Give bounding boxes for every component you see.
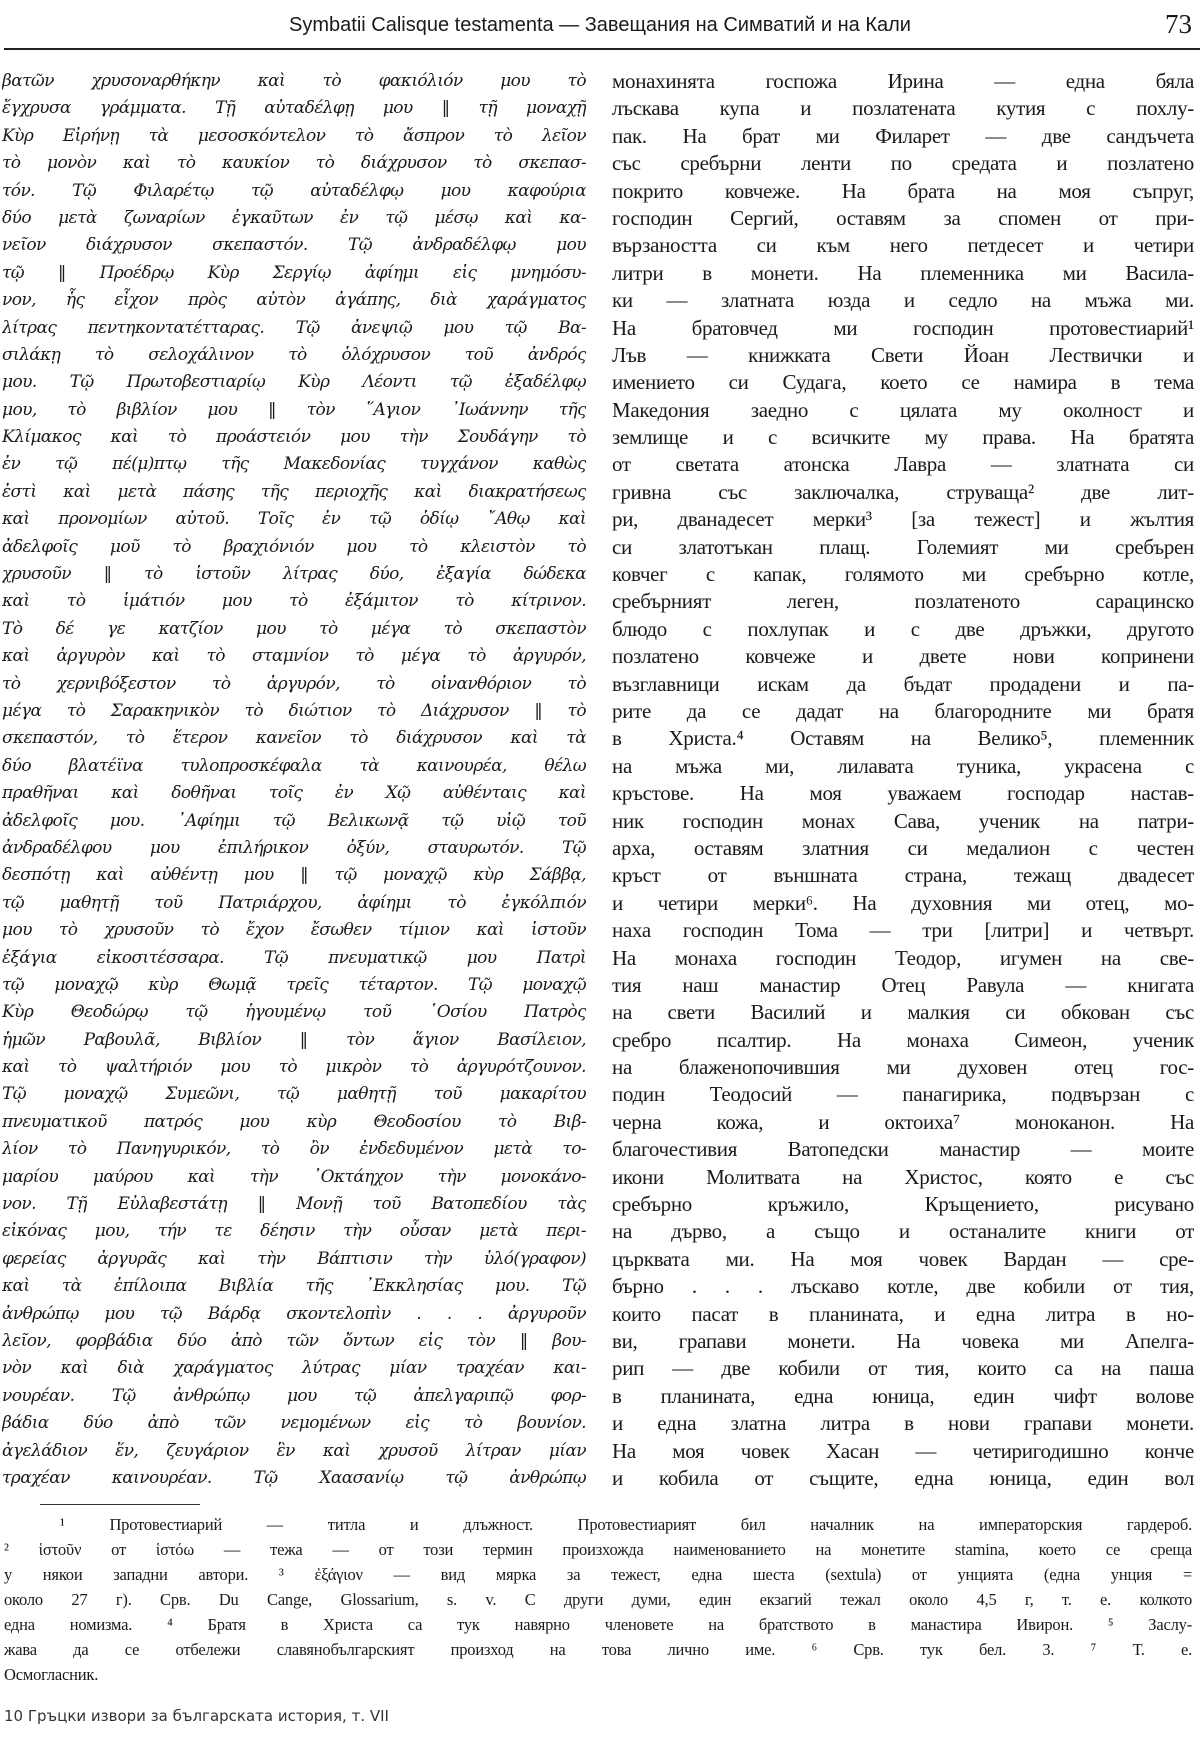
greek-text-line: δύο μετὰ ζωναρίων ἐγκαῦτων ἐν τῷ μέσῳ καὶ κα- [2, 207, 586, 228]
bulgarian-text-line: ки — златната юзда и седло на мъжа ми. [612, 288, 1194, 313]
bulgarian-text-line: ри, дванадесет мерки³ [за тежест] и жълтия [612, 507, 1194, 532]
greek-text-line: νον. Τῇ Εὐλαβεστάτῃ ‖ Μονῇ τοῦ Βατοπεδίου τὰς [2, 1194, 586, 1215]
bulgarian-text-line: кръстове. На моя уважаем господар настав- [612, 781, 1194, 806]
bulgarian-text-line: Македония заедно с цялата му околност и [612, 397, 1194, 422]
bulgarian-text-line: рите да се дадат на благородните ми братя [612, 698, 1194, 723]
greek-text-line: τραχέαν καινουρέαν. Τῷ Χαασανίῳ τῷ ἀνθρώπῳ [2, 1467, 586, 1488]
bulgarian-text-line: землище и с всичките му права. На братята [612, 425, 1194, 450]
greek-text-line: ἐξάγια εἰκοσιτέσσαρα. Τῷ πνευματικῷ μου Πατρὶ [2, 947, 586, 968]
greek-text-line: νουρέαν. Τῷ ἀνθρώπῳ μου τῷ ἀπελγαριπῷ φορ- [2, 1385, 586, 1406]
bulgarian-text-line: арха, оставям златния си медалион с честен [612, 835, 1194, 860]
footnote-line: една номизма. ⁴ Братя в Христа са тук навярно членовете на братството в манастира Ивирон. ⁵ Заслу- [4, 1615, 1192, 1634]
bulgarian-text-line: и една златна литра в нови грапави монети. [612, 1411, 1194, 1436]
greek-text-line: νεῖον διάχρυσον σκεπαστόν. Τῷ ἀνδραδέλφῳ μου [2, 235, 586, 256]
bulgarian-text-line: възглавници искам да бъдат продадени и па- [612, 671, 1194, 696]
greek-text-line: εἰκόνας μου, τήν τε δέησιν τὴν οὖσαν μετὰ περι- [2, 1221, 586, 1242]
greek-text-line: βατῶν χρυσοναρθήκην καὶ τὸ φακιόλιόν μου τὸ [2, 71, 586, 91]
bulgarian-text-line: със сребърни ленти по средата и позлатено [612, 151, 1194, 176]
greek-text-line: μέγα τὸ Σαρακηνικὸν τὸ διώτιον τὸ Διάχρυσον ‖ τὸ [2, 700, 586, 721]
greek-text-line: ἡμῶν Ραβουλᾶ, Βιβλίον ‖ τὸν ἅγιον Βασίλειον, [2, 1029, 586, 1050]
bulgarian-text-line: тия наш манастир Отец Равула — книгата [612, 972, 1194, 997]
footnote-line: жава да се отбележи славянобългарският произход на това лично име. ⁶ Срв. тук бел. 3. ⁷ Т. е. [4, 1640, 1192, 1659]
bulgarian-translation-column [612, 68, 1194, 1492]
greek-text-line: καὶ τὸ ψαλτήριόν μου τὸ μικρὸν τὸ ἀργυρότζουνον. [2, 1057, 586, 1078]
bulgarian-text-line: вързаността си към него петдесет и четири [612, 233, 1194, 258]
bulgarian-text-line: господин Сергий, оставям за спомен от при- [612, 205, 1194, 230]
bulgarian-text-line: църквата ми. На моя човек Вардан — сре- [612, 1246, 1194, 1271]
greek-text-line: μου τὸ χρυσοῦν τὸ ἔχον ἔσωθεν τίμιον καὶ ἱστοῦν [2, 920, 586, 941]
page-number: 73 [1165, 9, 1192, 39]
bulgarian-text-line: литри в монети. На племенника ми Васила- [612, 260, 1194, 285]
greek-text-line: καὶ τὸ ἱμάτιόν μου τὸ ἐξάμιτον τὸ κίτρινον. [2, 591, 586, 612]
greek-text-line: Κὺρ Θεοδώρῳ τῷ ἡγουμένῳ τοῦ ῾Οσίου Πατρὸς [2, 1002, 586, 1023]
bulgarian-text-line: наха господин Тома — три [литри] и четвърт. [612, 918, 1194, 943]
greek-text-line: ἀγελάδιον ἕν, ζευγάριον ἓν καὶ χρυσοῦ λίτραν μίαν [2, 1440, 586, 1461]
greek-text-line: Κλίμακος καὶ τὸ προάστειόν μου τὴν Σουδάγην τὸ [2, 427, 586, 448]
greek-text-line: καὶ προνομίων αὐτοῦ. Τοῖς ἐν τῷ ὁδίῳ ῎Αθῳ καὶ [2, 509, 586, 530]
greek-text-line: καὶ ἀργυρὸν καὶ τὸ σταμνίον τὸ μέγα τὸ ἀργυρόν, [2, 646, 586, 667]
greek-text-line: μου. Τῷ Πρωτοβεστιαρίῳ Κὺρ Λέοντι τῷ ἐξαδέλφῳ [2, 372, 586, 393]
bulgarian-text-line: лъскава купа и позлатената кутия с похлу- [612, 96, 1194, 121]
greek-text-line: ἀνθρώπῳ μου τῷ Βάρδᾳ σκοντελοπὶν . . . ἀργυροῦν [2, 1303, 586, 1324]
greek-text-line: μαρίου μαύρου καὶ τὴν ᾿Οκτάηχον τὴν μονοκάνο- [2, 1166, 586, 1187]
greek-text-line: ἀδελφοῖς μοῦ τὸ βραχιόνιόν μου τὸ κλειστὸν τὸ [2, 536, 586, 557]
greek-text-line: νὸν καὶ διὰ χαράγματος λύτρας μίαν τραχέαν και- [2, 1358, 586, 1379]
footnote-rule [40, 1504, 200, 1505]
greek-text-line: νον, ἧς εἶχον πρὸς αὐτὸν ἀγάπης, διὰ χαράγματος [2, 290, 586, 311]
bulgarian-text-line: На монаха господин Теодор, игумен на све- [612, 945, 1194, 970]
greek-text-line: ἐν τῷ πέ(μ)πτῳ τῆς Μακεδονίας τυγχάνον καθὼς [2, 454, 586, 475]
bulgarian-text-line: благочестивия Ватопедски манастир — моите [612, 1137, 1194, 1162]
greek-text-line: Τῷ μοναχῷ Συμεῶνι, τῷ μαθητῇ τοῦ μακαρίτου [2, 1084, 586, 1105]
bulgarian-text-line: бърно . . . лъскаво котле, две кобили от тия, [612, 1274, 1194, 1299]
bulgarian-text-line: имението си Судага, което се намира в тема [612, 370, 1194, 395]
greek-text-line: δύο βλατέϊνα τυλοπροσκέφαλα τὰ καινουρέα, θέλω [2, 755, 586, 776]
bulgarian-text-line: гривна със заключалка, струваща² две лит- [612, 479, 1194, 504]
bulgarian-text-line: ковчег с капак, голямото ми сребърно котле, [612, 562, 1194, 587]
greek-text-line: τῷ μαθητῇ τοῦ Πατριάρχου, ἀφίημι τὸ ἐγκόλπιόν [2, 892, 586, 913]
bulgarian-text-line: и четири мерки⁶. На духовния ми отец, мо- [612, 890, 1194, 915]
bulgarian-text-line: На братовчед ми господин протовестиарий¹ [612, 315, 1194, 340]
bulgarian-text-line: икони Молитвата на Христос, която е със [612, 1164, 1194, 1189]
greek-text-line: ἀδελφοῖς μου. ᾿Αφίημι τῷ Βελικωνᾷ τῷ υἱῷ τοῦ [2, 810, 586, 831]
footnote-line: около 27 г). Срв. Du Cange, Glossarium, s. v. С други думи, един екзагий тежал около 4,5 г, т. е. колкото [4, 1590, 1192, 1609]
bulgarian-text-line: кръст от външната страна, тежащ двадесет [612, 863, 1194, 888]
greek-text-line: λεῖον, φορβάδια δύο ἀπὸ τῶν ὄντων εἰς τὸν ‖ βου- [2, 1330, 586, 1351]
greek-text-line: τῷ μοναχῷ κὺρ Θωμᾷ τρεῖς τέταρτον. Τῷ μοναχῷ [2, 974, 586, 995]
bulgarian-text-line: на дърво, а също и останалите книги от [612, 1219, 1194, 1244]
running-head-title: Symbatii Calisque testamenta — Завещания на Симватий и на Кали [289, 14, 911, 36]
bulgarian-text-line: ник господин монах Сава, ученик на патри- [612, 808, 1194, 833]
bulgarian-text-line: сребърно кръжило, Кръщението, рисувано [612, 1192, 1194, 1217]
greek-text-line: πραθῆναι καὶ δοθῆναι τοῖς ἐν Χῷ αὐθένταις καὶ [2, 783, 586, 804]
greek-text-column [2, 68, 586, 1492]
greek-text-line: σκεπαστόν, τὸ ἕτερον κανεῖον τὸ διάχρυσον καὶ τὰ [2, 728, 586, 749]
bulgarian-text-line: сребро псалтир. На монаха Симеон, ученик [612, 1027, 1194, 1052]
greek-text-line: καὶ τὰ ἐπίλοιπα Βιβλία τῆς ᾿Εκκλησίας μου. Τῷ [2, 1276, 586, 1297]
footnote-line: ² ἱστοῦν от ἱστόω — тежа — от този термин произхожда наименованието на монетите stamina, което се среща [4, 1540, 1192, 1559]
greek-text-line: τὸ χερνιβόξεστον τὸ ἀργυρόν, τὸ οἰνανθόριον τὸ [2, 673, 586, 694]
bulgarian-text-line: на свети Василий и малкия си обкован със [612, 1000, 1194, 1025]
bulgarian-text-line: блюдо с похлупак и с две дръжки, другото [612, 616, 1194, 641]
greek-text-line: ἔγχρυσα γράμματα. Τῇ αὐταδέλφῃ μου ‖ τῇ μοναχῇ [2, 98, 586, 119]
bulgarian-text-line: на мъжа ми, лилавата туника, украсена с [612, 753, 1194, 778]
greek-text-line: τὸ μονὸν καὶ τὸ καυκίον τὸ διάχρυσον τὸ σκεπασ- [2, 153, 586, 174]
footnote-line: ¹ Протовестиарий — титла и длъжност. Протовестиарият бил началник на императорския гардероб. [60, 1515, 1192, 1534]
footnotes [4, 1512, 1192, 1687]
bulgarian-text-line: На моя човек Хасан — четиригодишно конче [612, 1438, 1194, 1463]
greek-text-line: λίτρας πεντηκοντατέτταρας. Τῷ ἀνεψιῷ μου τῷ Βα- [2, 317, 586, 338]
bulgarian-text-line: черна кожа, и октоиха⁷ моноканон. На [612, 1109, 1194, 1134]
bulgarian-text-line: Лъв — книжката Свети Йоан Лествички и [612, 342, 1194, 367]
greek-text-line: μου, τὸ βιβλίον μου ‖ τὸν ῞Αγιον ᾿Ιωάννην τῆς [2, 399, 586, 420]
bulgarian-text-line: в Христа.⁴ Оставям на Велико⁵, племенник [612, 726, 1194, 751]
imprint-line: 10 Гръцки извори за българската история, т. VII [4, 1707, 389, 1725]
footnote-line: у някои западни автори. ³ ἐξάγιον — вид мярка за тежест, една шеста (sextula) от унцията (една унция = [4, 1565, 1192, 1584]
greek-text-line: βάδια δύο ἀπὸ τῶν νεμομένων εἰς τὸ βουνίον. [2, 1413, 586, 1434]
bulgarian-text-line: сребърният леген, позлатеното сарацинско [612, 589, 1194, 614]
bulgarian-text-line: пак. На брат ми Филарет — две сандъчета [612, 123, 1194, 148]
bulgarian-text-line: и кобила от същите, една юница, един вол [612, 1465, 1194, 1490]
greek-text-line: Τὸ δέ γε κατζίον μου τὸ μέγα τὸ σκεπαστὸν [2, 618, 586, 639]
bulgarian-text-line: които пасат в планината, и една литра в но- [612, 1301, 1194, 1326]
greek-text-line: λίον τὸ Πανηγυρικόν, τὸ ὂν ἐνδεδυμένον μετὰ το- [2, 1139, 586, 1160]
bulgarian-text-line: си златотъкан плащ. Големият ми сребърен [612, 534, 1194, 559]
greek-text-line: φερείας ἀργυρᾶς καὶ τὴν Βάπτισιν τὴν ὑλό(γραφον) [2, 1248, 586, 1269]
bulgarian-text-line: подин Теодосий — панагирика, подвързан с [612, 1082, 1194, 1107]
greek-text-line: Κὺρ Εἰρήνῃ τὰ μεσοσκόντελον τὸ ἄσπρον τὸ λεῖον [2, 125, 586, 146]
greek-text-line: ἀνδραδέλφου μου ἐπιλήρικον ὀξύν, σταυρωτόν. Τῷ [2, 837, 586, 858]
bulgarian-text-line: позлатено ковчеже и двете нови копринени [612, 644, 1194, 669]
greek-text-line: πνευματικοῦ πατρός μου κὺρ Θεοδοσίου τὸ Βιβ- [2, 1111, 586, 1132]
header-rule [4, 48, 1200, 50]
greek-text-line: ἐστὶ καὶ μετὰ πάσης τῆς περιοχῆς καὶ διακρατήσεως [2, 481, 586, 502]
greek-text-line: σιλάκῃ τὸ σελοχάλινον τὸ ὁλόχρυσον τοῦ ἀνδρός [2, 344, 586, 365]
greek-text-line: χρυσοῦν ‖ τὸ ἱστοῦν λίτρας δύο, ἐξαγία δώδεκα [2, 564, 586, 585]
bulgarian-text-line: от светата атонска Лавра — златната си [612, 452, 1194, 477]
bulgarian-text-line: покрито ковчеже. На брата на моя съпруг, [612, 178, 1194, 203]
bulgarian-text-line: на блаженопочившия ми духовен отец гос- [612, 1055, 1194, 1080]
greek-text-line: τόν. Τῷ Φιλαρέτῳ τῷ αὐταδέλφῳ μου καφούρια [2, 180, 586, 201]
bulgarian-text-line: рип — две кобили от тия, които са на паша [612, 1356, 1194, 1381]
greek-text-line: τῷ ‖ Προέδρῳ Κὺρ Σεργίῳ ἀφίημι εἰς μνημόσυ- [2, 262, 586, 283]
running-head [0, 4, 1200, 44]
bulgarian-text-line: монахинята госпожа Ирина — една бяла [612, 69, 1194, 93]
greek-text-line: δεσπότῃ καὶ αὐθέντῃ μου ‖ τῷ μοναχῷ κὺρ Σάββᾳ, [2, 865, 586, 886]
footnote-line: Осмогласник. [4, 1665, 99, 1684]
bulgarian-text-line: ви, грапави монети. На човека ми Апелга- [612, 1328, 1194, 1353]
bulgarian-text-line: в планината, една юница, един чифт волове [612, 1383, 1194, 1408]
